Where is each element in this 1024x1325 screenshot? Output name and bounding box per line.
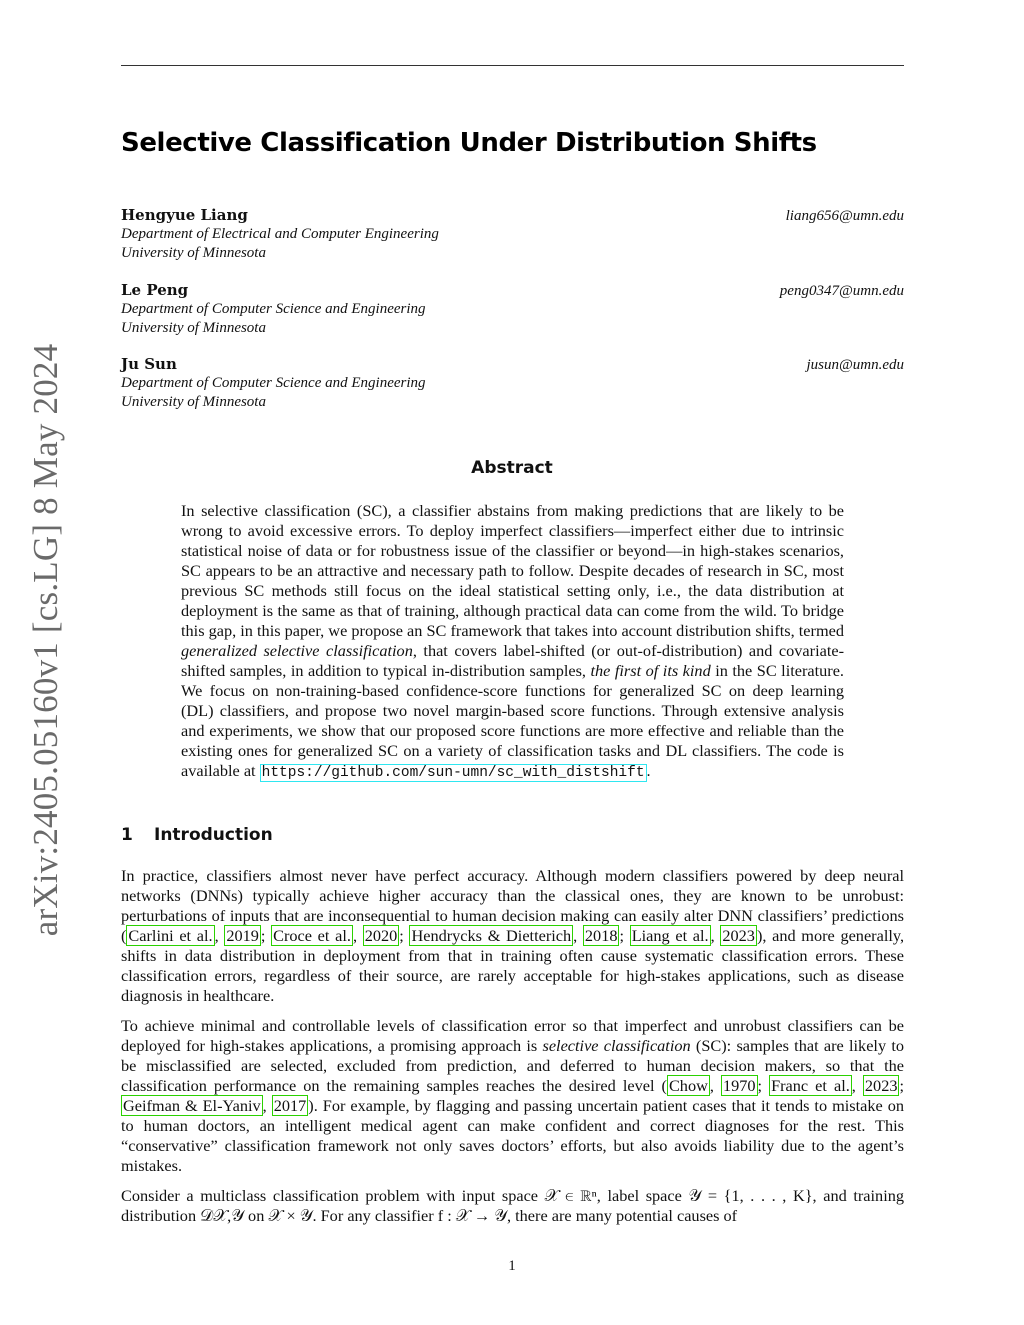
paragraph-text: (SC): samples that are likely to be misclassified are selected, excluded from prediction, and deferred to human decision makers, so that the classification performance on the remaining samples reaches the desired level ( — [121, 1036, 905, 1095]
abstract-emphasis: generalized selective classification — [181, 641, 413, 660]
author-university: University of Minnesota — [121, 245, 266, 261]
citation-year-link[interactable]: 2018 — [584, 926, 618, 945]
author-university: University of Minnesota — [121, 394, 266, 410]
citation-separator: ; — [899, 1076, 904, 1095]
author-name: Hengyue Liang — [121, 206, 248, 224]
citation-link[interactable]: Franc et al. — [771, 1076, 850, 1095]
author-email: peng0347@umn.edu — [779, 283, 904, 299]
citation-year-link[interactable]: 2017 — [273, 1096, 307, 1115]
citation-separator: ; — [399, 926, 410, 945]
citation-link[interactable]: Croce et al. — [273, 926, 351, 945]
citation-separator: , — [709, 1076, 721, 1095]
citation-separator: , — [352, 926, 363, 945]
abstract-text — [181, 501, 844, 783]
abstract-text-part: , that covers label-shifted (or out-of-distribution) and covariate-shifted samples, in addition to typical in-distribution samples, — [181, 641, 845, 680]
citation-year-link[interactable]: 2020 — [364, 926, 398, 945]
author-university: University of Minnesota — [121, 320, 266, 336]
author-department: Department of Computer Science and Engineering — [121, 375, 426, 391]
intro-paragraph-3: Consider a multiclass classification problem with input space 𝒳 ∈ ℝⁿ, label space 𝒴 = {1, . . . , K}, and training distribution 𝒟𝒳,𝒴 on 𝒳 × 𝒴. For any classifier f : 𝒳 → 𝒴, there are many potential causes of — [121, 1186, 904, 1225]
author-department: Department of Electrical and Computer Engineering — [121, 226, 439, 242]
author-block — [121, 206, 904, 263]
intro-paragraph-2 — [121, 1016, 904, 1176]
citation-link[interactable]: Liang et al. — [631, 926, 709, 945]
code-url-link[interactable]: https://github.com/sun-umn/sc_with_distshift — [261, 765, 645, 781]
citation-link[interactable]: Hendrycks & Dietterich — [411, 926, 572, 945]
top-rule — [121, 65, 904, 66]
paragraph-text: ). For example, by flagging and passing uncertain patient cases that it tends to mistake on to human doctors, an intelligent medical agent can make confident and correct diagnoses for the rest. This “conservative” classification framework not only saves doctors’ efforts, but also avoids liability due to the agent’s mistakes. — [121, 1096, 904, 1175]
citation-year-link[interactable]: 2019 — [226, 926, 259, 945]
citation-separator: ; — [619, 926, 630, 945]
citation-separator: , — [214, 926, 225, 945]
paragraph-emphasis: selective classification — [542, 1036, 691, 1055]
author-block — [121, 281, 904, 338]
section-heading — [121, 825, 273, 845]
paragraph-text: ), and more generally, shifts in data distribution in deployment from that in training often cause systematic classification errors. These classification errors, regardless of their source, are rarely acceptable for high-stakes applications, such as disease diagnosis in healthcare. — [121, 926, 905, 1005]
abstract-heading: Abstract — [471, 458, 553, 478]
arxiv-id: arXiv:2405.05160v1 [cs.LG] 8 May 2024 — [26, 343, 65, 937]
author-block — [121, 355, 904, 412]
citation-separator: ; — [260, 926, 272, 945]
citation-separator: , — [851, 1076, 863, 1095]
intro-paragraph-1 — [121, 866, 904, 1006]
abstract-text-part: . — [646, 761, 651, 780]
citation-year-link[interactable]: 2023 — [864, 1076, 898, 1095]
author-name: Le Peng — [121, 281, 189, 299]
citation-link[interactable]: Carlini et al. — [128, 926, 213, 945]
author-name: Ju Sun — [121, 355, 177, 373]
section-title: Introduction — [154, 825, 273, 845]
citation-year-link[interactable]: 2023 — [722, 926, 755, 945]
abstract-text-part: In selective classification (SC), a classifier abstains from making predictions that are likely to be wrong to avoid excessive errors. To deploy imperfect classifiers—imperfect either due to intrinsic statistical noise of data or for robustness issue of the classifier or beyond—in high-stakes scenarios, SC appears to be an attractive and necessary path to follow. Despite decades of research in SC, most previous SC methods still focus on the ideal statistical setting only, i.e., the data distribution at deployment is the same as that of training, although practical data can come from the wild. To bridge this gap, in this paper, we propose an SC framework that takes into account distribution shifts, termed — [181, 501, 844, 640]
citation-separator: , — [573, 926, 583, 945]
section-number: 1 — [121, 825, 133, 845]
abstract-emphasis: the first of its kind — [590, 661, 711, 680]
citation-separator: , — [710, 926, 721, 945]
citation-separator: , — [262, 1096, 272, 1115]
citation-link[interactable]: Geifman & El-Yaniv — [123, 1096, 261, 1115]
author-email: jusun@umn.edu — [806, 357, 904, 373]
abstract-text-part: in the SC literature. We focus on non-training-based confidence-score functions for generalized SC on deep learning (DL) classifiers, and propose two novel margin-based score functions. Through extensive analysis and experiments, we show that our proposed score functions are more effective and reliable than the existing ones for generalized SC on a variety of classification tasks and DL classifiers. The code is available at — [181, 661, 845, 780]
paper-title: Selective Classification Under Distribution Shifts — [121, 128, 817, 158]
paragraph-text: In practice, classifiers almost never have perfect accuracy. Although modern classifiers powered by deep neural networks (DNNs) typically achieve higher accuracy than the classical ones, they are known to be unrobust: perturbations of inputs that are inconsequential to human decision making can easily alter DNN classifiers’ predictions ( — [121, 866, 904, 945]
citation-link[interactable]: Chow — [668, 1076, 708, 1095]
paragraph-text: To achieve minimal and controllable levels of classification error so that imperfect and unrobust classifiers can be deployed for high-stakes applications, a promising approach is — [121, 1016, 904, 1055]
page-number: 1 — [508, 1258, 516, 1274]
citation-separator: ; — [757, 1076, 770, 1095]
author-department: Department of Computer Science and Engineering — [121, 301, 426, 317]
citation-year-link[interactable]: 1970 — [722, 1076, 756, 1095]
author-email: liang656@umn.edu — [785, 208, 904, 224]
